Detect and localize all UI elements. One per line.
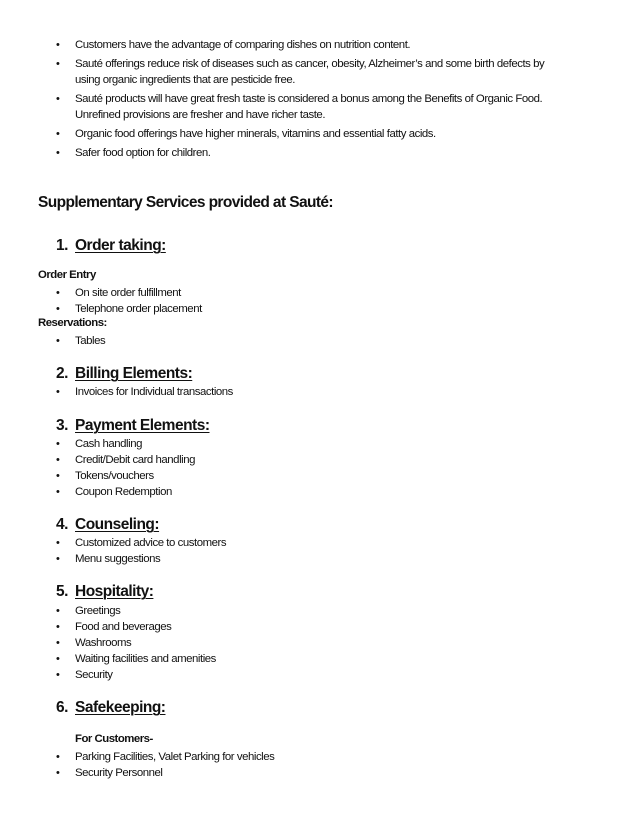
service-heading-hospitality: 5. Hospitality: — [56, 583, 154, 600]
bullet-text: Telephone order placement — [75, 303, 202, 315]
bullet-text: Customers have the advantage of comparing dishes on nutrition content. — [75, 39, 411, 51]
service-heading-order-taking: 1. Order taking: — [56, 237, 166, 254]
bullet-text: On site order fulfillment — [75, 287, 181, 299]
bullet-text: Waiting facilities and amenities — [75, 653, 216, 665]
bullet-text: Tables — [75, 335, 106, 347]
service-heading-counseling: 4. Counseling: — [56, 516, 160, 533]
bullet-continuation: using organic ingredients that are pesticide free. — [75, 74, 296, 86]
bullet-text: Sauté products will have great fresh taste is considered a bonus among the Benefits of Organic Food. — [75, 93, 543, 105]
bullet-text: Sauté offerings reduce risk of diseases such as cancer, obesity, Alzheimer’s and some birth defects by — [75, 58, 545, 70]
bullet-text: Security — [75, 669, 113, 681]
bullet-text: Food and beverages — [75, 621, 172, 633]
bullet-text: Invoices for Individual transactions — [75, 386, 233, 398]
bullet-text: Coupon Redemption — [75, 486, 172, 498]
bullet-text: Menu suggestions — [75, 553, 161, 565]
service-heading-billing: 2. Billing Elements: — [56, 365, 193, 382]
group-label-reservations: Reservations: — [38, 317, 107, 329]
service-heading-payment: 3. Payment Elements: — [56, 417, 210, 434]
bullet-text: Washrooms — [75, 637, 132, 649]
group-label-order-entry: Order Entry — [38, 269, 96, 281]
section-title: Supplementary Services provided at Sauté: — [38, 194, 333, 211]
bullet-text: Organic food offerings have higher minerals, vitamins and essential fatty acids. — [75, 128, 436, 140]
service-heading-safekeeping: 6. Safekeeping: — [56, 699, 166, 716]
bullet-text: Parking Facilities, Valet Parking for vehicles — [75, 751, 275, 763]
bullet-text: Credit/Debit card handling — [75, 454, 195, 466]
bullet-continuation: Unrefined provisions are fresher and have richer taste. — [75, 109, 326, 121]
bullet-text: Greetings — [75, 605, 121, 617]
bullet-text: Security Personnel — [75, 767, 163, 779]
sub-label-for-customers: For Customers- — [75, 733, 153, 745]
bullet-text: Tokens/vouchers — [75, 470, 154, 482]
bullet-text: Customized advice to customers — [75, 537, 227, 549]
bullet-text: Safer food option for children. — [75, 147, 211, 159]
bullet-text: Cash handling — [75, 438, 142, 450]
